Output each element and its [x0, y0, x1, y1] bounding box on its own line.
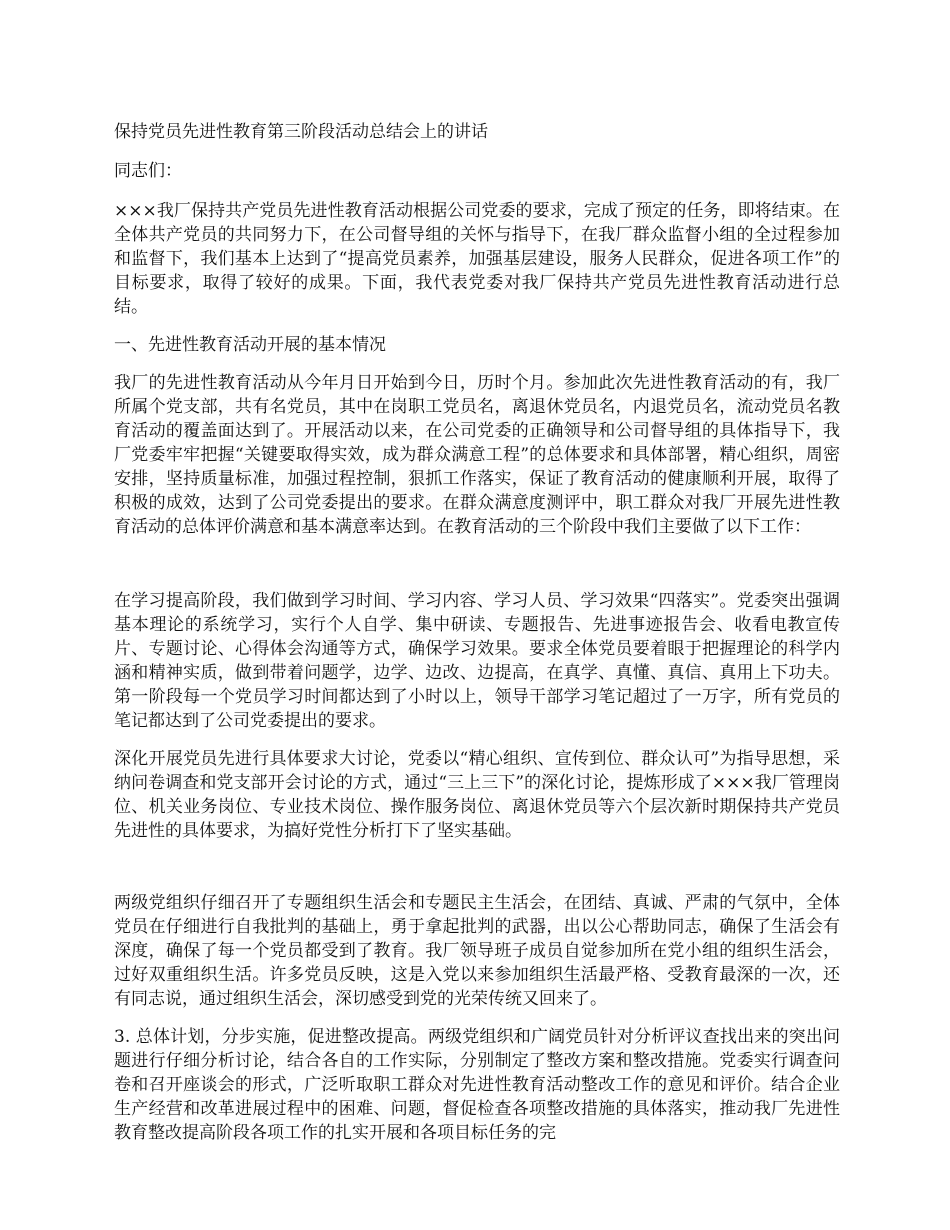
paragraph-discussion: 深化开展党员先进行具体要求大讨论，党委以“精心组织、宣传到位、群众认可”为指导思想，采纳问卷调查和党支部开会讨论的方式，通过“三上三下”的深化讨论，提炼形成了×××我厂管理岗位、机关业务岗位、专业技术岗位、操作服务岗位、离退休党员等六个层次新时期保持共产党员先进性的具体要求，为搞好党性分析打下了坚实基础。 [114, 749, 840, 841]
paragraph-basic-situation: 我厂的先进性教育活动从今年月日开始到今日，历时个月。参加此次先进性教育活动的有，我厂所属个党支部，共有名党员，其中在岗职工党员名，离退休党员名，内退党员名，流动党员名教育活动的覆盖面达到了。开展活动以来，在公司党委的正确领导和公司督导组的具体指导下，我厂党委牢牢把握“关键要取得实效，成为群众满意工程”的总体要求和具体部署，精心组织，周密安排，坚持质量标准，加强过程控制，狠抓工作落实，保证了教育活动的健康顺利开展，取得了积极的成效，达到了公司党委提出的要求。在群众满意度测评中，职工群众对我厂开展先进性教育活动的总体评价满意和基本满意率达到。在教育活动的三个阶段中我们主要做了以下工作： [114, 373, 840, 537]
paragraph-study-stage: 在学习提高阶段，我们做到学习时间、学习内容、学习人员、学习效果“四落实”。党委突出强调基本理论的系统学习，实行个人自学、集中研读、专题报告、先进事迹报告会、收看电教宣传片、专题讨论、心得体会沟通等方式，确保学习效果。要求全体党员要着眼于把握理论的科学内涵和精神实质，做到带着问题学，边学、边改、边提高，在真学、真懂、真信、真用上下功夫。第一阶段每一个党员学习时间都达到了小时以上，领导干部学习笔记超过了一万字，所有党员的笔记都达到了公司党委提出的要求。 [114, 591, 840, 731]
paragraph-rectification: 3. 总体计划，分步实施，促进整改提高。两级党组织和广阔党员针对分析评议查找出来的突出问题进行仔细分析讨论，结合各自的工作实际，分别制定了整改方案和整改措施。党委实行调查问卷和召开座谈会的形式，广泛听取职工群众对先进性教育活动整改工作的意见和评价。结合企业生产经营和改革进展过程中的困难、问题，督促检查各项整改措施的具体落实，推动我厂先进性教育整改提高阶段各项工作的扎实开展和各项目标任务的完 [114, 1027, 840, 1143]
salutation: 同志们： [114, 161, 182, 181]
section-heading-1: 一、先进性教育活动开展的基本情况 [114, 335, 386, 355]
paragraph-organization-life: 两级党组织仔细召开了专题组织生活会和专题民主生活会，在团结、真诚、严肃的气氛中，全体党员在仔细进行自我批判的基础上，勇于拿起批判的武器，出以公心帮助同志，确保了生活会有深度，确保了每一个党员都受到了教育。我厂领导班子成员自觉参加所在党小组的组织生活会，过好双重组织生活。许多党员反映，这是入党以来参加组织生活最严格、受教育最深的一次，还有同志说，通过组织生活会，深切感受到党的光荣传统又回来了。 [114, 893, 840, 1009]
document-body [114, 120, 840, 1145]
paragraph-intro: ×××我厂保持共产党员先进性教育活动根据公司党委的要求，完成了预定的任务，即将结束。在全体共产党员的共同努力下，在公司督导组的关怀与指导下，在我厂群众监督小组的全过程参加和监督下，我们基本上达到了“提高党员素养，加强基层建设，服务人民群众，促进各项工作”的目标要求，取得了较好的成果。下面，我代表党委对我厂保持共产党员先进性教育活动进行总结。 [114, 201, 840, 317]
document-title: 保持党员先进性教育第三阶段活动总结会上的讲话 [114, 122, 488, 142]
